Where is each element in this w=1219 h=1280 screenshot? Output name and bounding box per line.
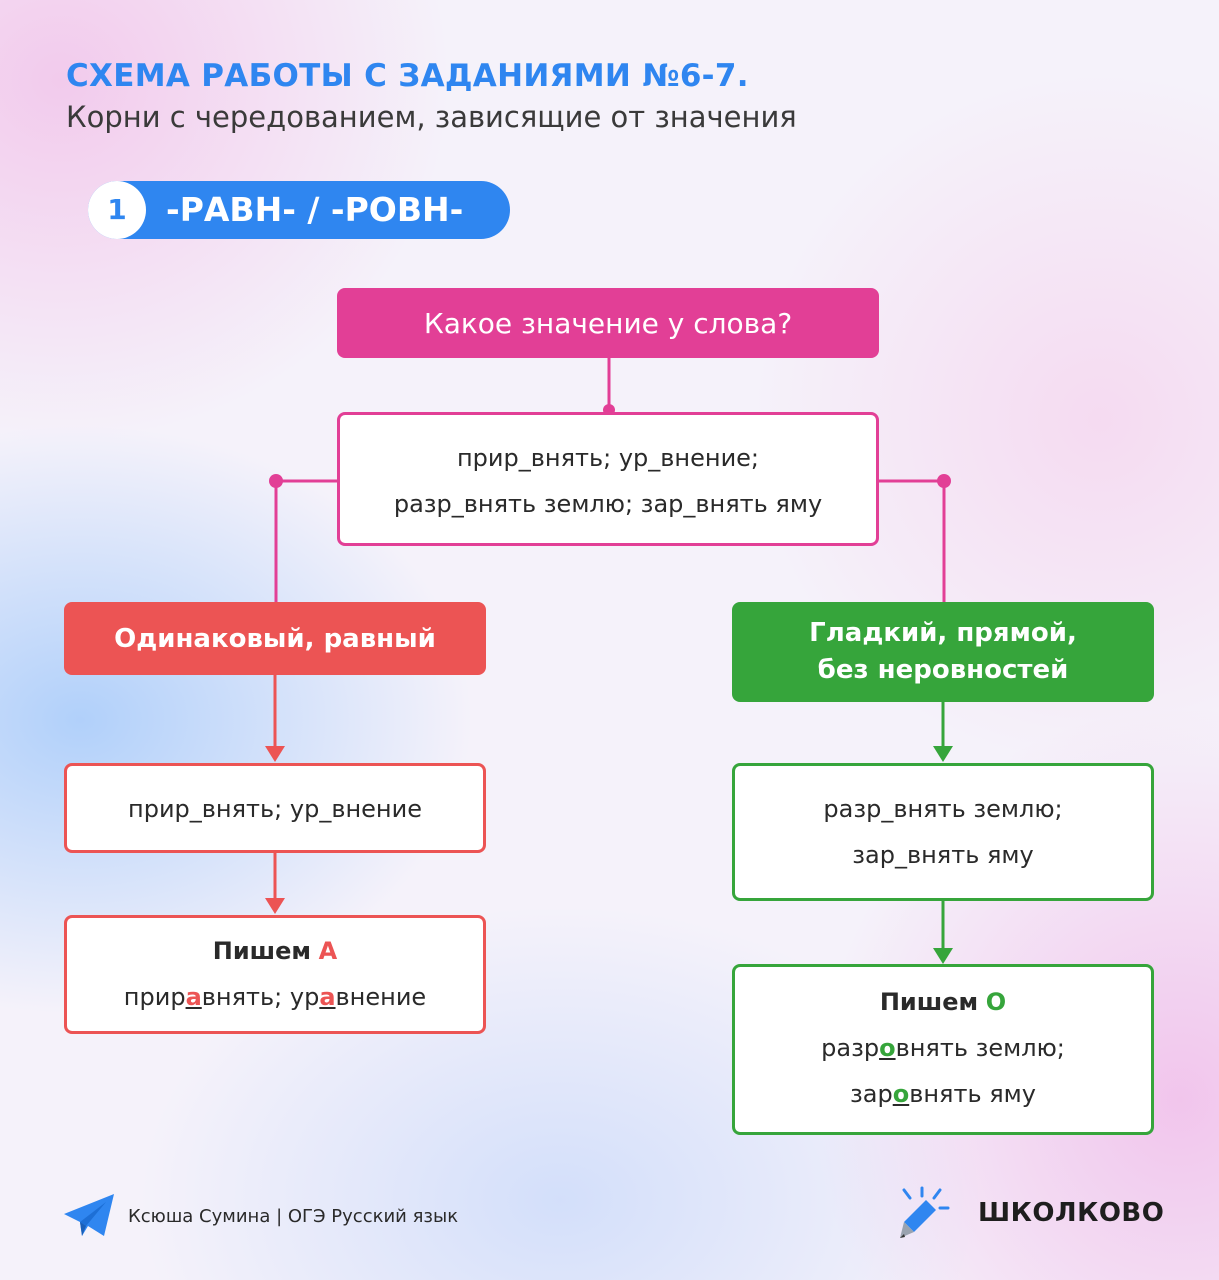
examples-line-2: разр_внять землю; зар_внять яму (393, 490, 823, 518)
left-answer-part: внение (335, 983, 427, 1011)
question-text: Какое значение у слова? (423, 306, 793, 340)
left-answer (67, 974, 483, 1020)
left-rule-heading (67, 928, 483, 974)
examples-line-1: прир_внять; ур_внение; (456, 444, 760, 472)
right-rule-prefix: Пишем (879, 988, 979, 1016)
right-examples-box (732, 763, 1154, 901)
right-examples-line-2: зар_внять яму (852, 841, 1034, 869)
right-answer-part: зар (850, 1080, 893, 1108)
left-rule-letter: А (318, 937, 338, 965)
right-answer-vowel: о (879, 1034, 896, 1062)
section-label: -РАВН- / -РОВН- (166, 190, 464, 229)
examples-box (337, 412, 879, 546)
right-answer-part: разр (821, 1034, 880, 1062)
section-number: 1 (88, 181, 146, 239)
meaning-smooth-header (732, 602, 1154, 702)
meaning-equal-text: Одинаковый, равный (114, 623, 436, 654)
right-answer-part: внять яму (909, 1080, 1036, 1108)
page-title: СХЕМА РАБОТЫ С ЗАДАНИЯМИ №6-7. (66, 58, 749, 94)
meaning-equal-header (64, 602, 486, 675)
brand-name: ШКОЛКОВО (978, 1198, 1165, 1228)
left-answer-vowel: а (319, 983, 336, 1011)
right-answer-line-1 (735, 1025, 1151, 1071)
right-answer-part: внять землю; (895, 1034, 1065, 1062)
telegram-icon[interactable] (62, 1192, 116, 1238)
left-answer-part: внять; ур (201, 983, 320, 1011)
right-rule-letter: О (985, 988, 1007, 1016)
right-answer-line-2 (735, 1071, 1151, 1117)
left-rule-box (64, 915, 486, 1034)
question-box (337, 288, 879, 358)
right-examples-line-1: разр_внять землю; (823, 795, 1063, 823)
left-examples-box (64, 763, 486, 853)
left-answer-vowel: а (185, 983, 202, 1011)
right-rule-heading (735, 979, 1151, 1025)
left-answer-part: прир (123, 983, 186, 1011)
meaning-smooth-line-1: Гладкий, прямой, (809, 618, 1077, 648)
shkolkovo-logo-icon (896, 1186, 954, 1242)
left-examples-text: прир_внять; ур_внение (128, 795, 422, 823)
author-label: Ксюша Сумина | ОГЭ Русский язык (128, 1206, 459, 1227)
left-rule-prefix: Пишем (212, 937, 312, 965)
right-rule-box (732, 964, 1154, 1135)
meaning-smooth-line-2: без неровностей (817, 655, 1069, 685)
right-answer-vowel: о (892, 1080, 910, 1108)
page-subtitle: Корни с чередованием, зависящие от значения (66, 100, 797, 134)
